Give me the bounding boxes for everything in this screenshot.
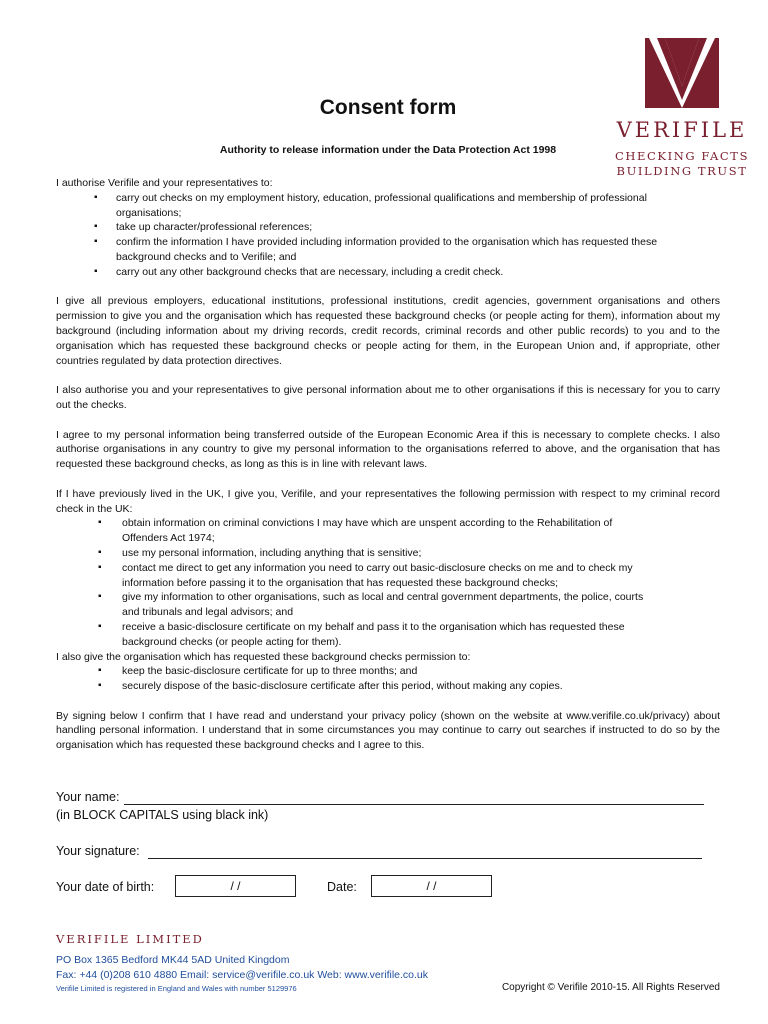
name-input-line[interactable] — [124, 804, 704, 805]
list-item: ▪ use my personal information, including anything that is sensitive; — [56, 546, 720, 561]
paragraph-signing: By signing below I confirm that I have read and understand your privacy policy (shown on the website at www.verifile.co.uk/privacy) about handling personal information. I understand that in some circumstances you may continue to carry out searches if instructed to do so by the organisation which has requested these background checks and I agree to this. — [56, 709, 720, 752]
paragraph-organisation-permission: I also give the organisation which has requested these background checks permission to: — [56, 650, 471, 663]
footer-company: VERIFILE LIMITED — [56, 932, 204, 946]
dob-label: Your date of birth: — [56, 880, 155, 894]
list-item: ▪ keep the basic-disclosure certificate for up to three months; and — [56, 664, 720, 679]
list-item: ▪ obtain information on criminal convictions I may have which are unspent according to the Rehabilitation of Offenders Act 1974; — [56, 516, 720, 546]
list-item: ▪ carry out any other background checks that are necessary, including a credit check. — [56, 265, 720, 280]
intro-text: I authorise Verifile and your representatives to: — [56, 177, 273, 189]
authorisation-list — [56, 191, 720, 280]
list-item: ▪ securely dispose of the basic-disclosure certificate after this period, without making any copies. — [56, 679, 720, 694]
date-label: Date: — [327, 880, 357, 894]
list-item: ▪ take up character/professional references; — [56, 220, 720, 235]
certificate-list — [56, 664, 720, 694]
signature-label: Your signature: — [56, 844, 140, 858]
paragraph-permission: I give all previous employers, educational institutions, professional institutions, credit agencies, government organisations and others permission to give you and the organisation which has requested these background checks (or people acting for them), information about my background (including information about my driving records, credit records, criminal records and other public records) to you and to the organisation which has requested these background checks or people acting for them, in the European Union and, if appropriate, other countries regulated by data protection directives. — [56, 295, 720, 367]
list-item: ▪ give my information to other organisations, such as local and central government departments, the police, courts and tribunals and legal advisors; and — [56, 590, 720, 620]
list-item: ▪ carry out checks on my employment history, education, professional qualifications and membership of professional organisations; — [56, 191, 720, 221]
logo-tagline-2: BUILDING TRUST — [616, 164, 748, 178]
page-subtitle: Authority to release information under the Data Protection Act 1998 — [219, 144, 557, 156]
footer-registration: Verifile Limited is registered in England and Wales with number 5129976 — [56, 984, 297, 993]
paragraph-representatives: I also authorise you and your representatives to give personal information about me to other organisations if this is necessary for you to carry out the checks. — [56, 384, 720, 411]
paragraph-uk-criminal: If I have previously lived in the UK, I give you, Verifile, and your representatives the following permission with respect to my criminal record check in the UK: — [56, 487, 720, 515]
name-note: (in BLOCK CAPITALS using black ink) — [56, 808, 269, 822]
signature-input-line[interactable] — [148, 858, 702, 859]
date-input[interactable]: / / — [371, 875, 492, 897]
consent-body — [56, 176, 720, 753]
list-item: ▪ confirm the information I have provided including information provided to the organisation which has requested these background checks and to Verifile; and — [56, 235, 720, 265]
dob-input[interactable]: / / — [175, 875, 296, 897]
footer-copyright: Copyright © Verifile 2010-15. All Rights Reserved — [501, 982, 720, 993]
footer-contact: Fax: +44 (0)208 610 4880 Email: service@verifile.co.uk Web: www.verifile.co.uk — [56, 969, 429, 981]
criminal-check-list — [56, 516, 720, 649]
page-title: Consent form — [319, 96, 457, 119]
list-item: ▪ receive a basic-disclosure certificate on my behalf and pass it to the organisation which has requested these background checks (or people acting for them). — [56, 620, 720, 650]
list-item: ▪ contact me direct to get any information you need to carry out basic-disclosure checks on me and to check my information before passing it to the organisation that has requested these background checks; — [56, 561, 720, 591]
logo-tagline-1: CHECKING FACTS — [614, 149, 750, 163]
logo-wordmark: VERIFILE — [616, 118, 748, 142]
paragraph-transfer: I agree to my personal information being transferred outside of the European Economic Area if this is necessary to complete checks. I also authorise organisations in any country to give my personal information to the organisations referred to above, and the organisation that has requested these background checks, as long as this is in line with relevant laws. — [56, 428, 720, 471]
footer-address: PO Box 1365 Bedford MK44 5AD United Kingdom — [56, 954, 290, 966]
name-label: Your name: — [56, 790, 120, 804]
